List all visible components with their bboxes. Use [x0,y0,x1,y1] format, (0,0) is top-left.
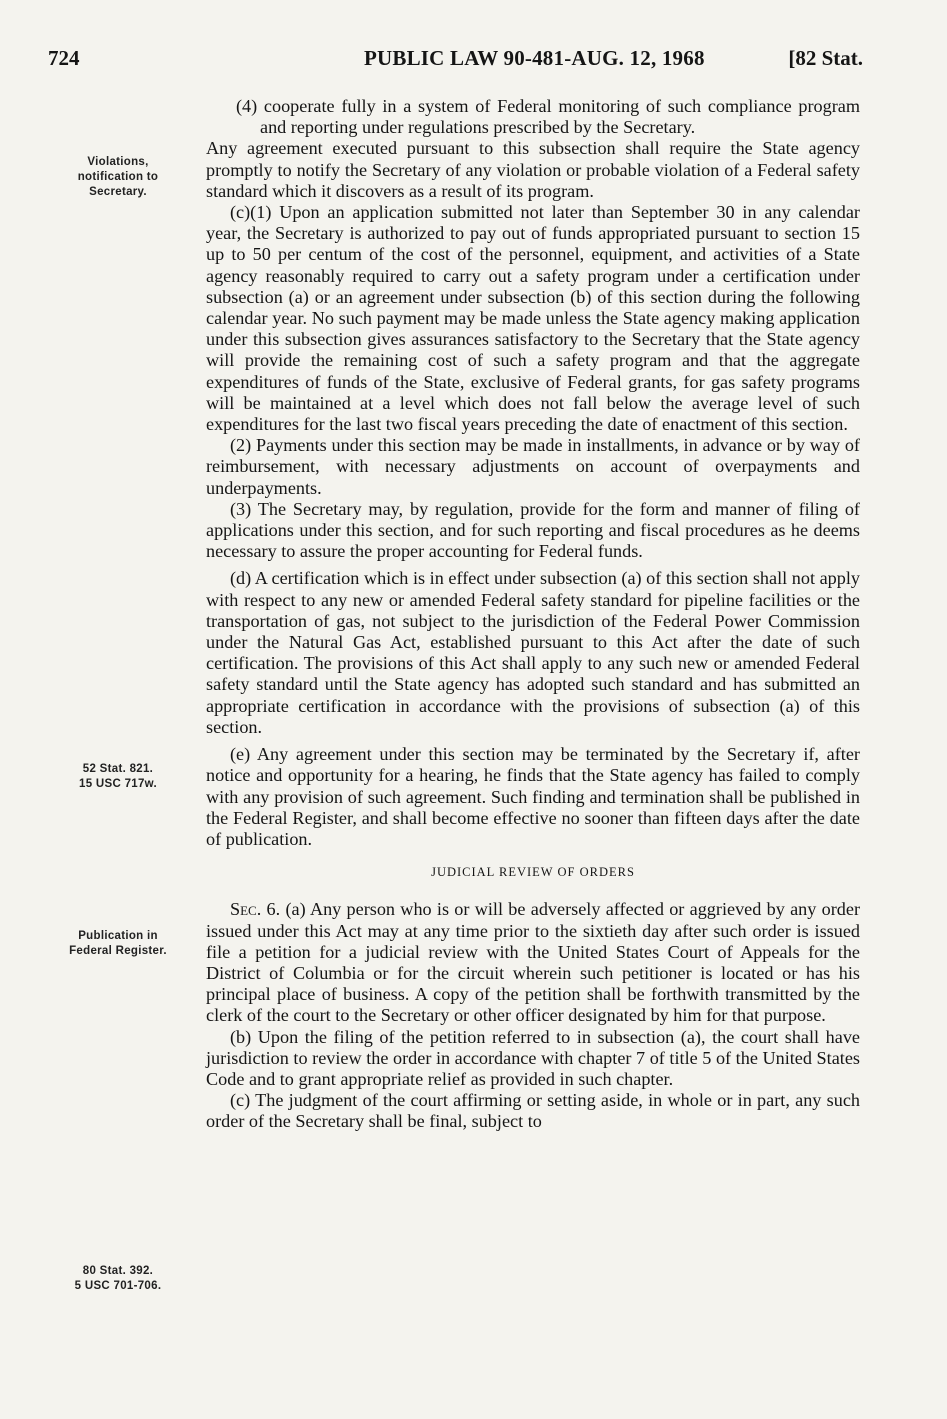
paragraph-d: (d) A certification which is in effect under subsection (a) of this section shall not apply with respect to any new or amended Federal safety standard for pipeline facilities or the transportation of gas, not subject to the jurisdiction of the Federal Power Commission under the Natural Gas Act, established pursuant to this Act after the date of such certification. The provisions of this Act shall apply to any such new or amended Federal safety standard until the State agency has adopted such standard and has submitted an appropriate certification in accordance with the provisions of subsection (a) of this section. [206,568,860,737]
paragraph-c2: (2) Payments under this section may be made in installments, in advance or by way of reimbursement, with necessary adjustments on account of overpayments and underpayments. [206,435,860,498]
section-label: Sec. 6. [230,899,281,920]
page-header [48,46,863,86]
margin-note-usc-701: 80 Stat. 392. 5 USC 701-706. [74,1265,162,1292]
main-text [206,96,860,1133]
page-number: 724 [48,46,80,70]
statute-reference: [82 Stat. [788,46,863,70]
paragraph-sec6c: (c) The judgment of the court affirming or setting aside, in whole or in part, any such order of the Secretary shall be final, subject to [206,1090,860,1132]
margin-note-violations: Violations, notification to Secretary. [77,156,159,198]
margin-note-federal-register: Publication in Federal Register. [69,930,167,957]
paragraph-c3: (3) The Secretary may, by regulation, provide for the form and manner of filing of applications under this section, and for such reporting and fiscal procedures as he deems necessary to assure the proper accounting for Federal funds. [206,498,860,562]
paragraph-c1: (c)(1) Upon an application submitted not later than September 30 in any calendar year, the Secretary is authorized to pay out of funds appropriated pursuant to section 15 up to 50 per centum of the cost of the personnel, equipment, and activities of a State agency reasonably required to carry out a safety program under a certification under subsection (a) or an agreement under subsection (b) of this section during the following calendar year. No such payment may be made unless the State agency making application under this subsection gives assurances satisfactory to the Secretary that the State agency will provide the remaining cost of such a safety program and that the aggregate expenditures of funds of the State, exclusive of Federal grants, for gas safety programs will be maintained at a level which does not fall below the average level of such expenditures for the last two fiscal years preceding the date of enactment of this section. [206,202,860,435]
paragraph-item-4: (4) cooperate fully in a system of Federal monitoring of such compliance program and reporting under regulations prescribed by the Secretary. [236,96,860,138]
paragraph-agreement: Any agreement executed pursuant to this subsection shall require the State agency promptly to notify the Secretary of any violation or probable violation of a Federal safety standard which it discovers as a result of its program. [206,138,860,201]
margin-note-natural-gas-act: 52 Stat. 821. 15 USC 717w. [79,763,157,790]
paragraph-sec6b: (b) Upon the filing of the petition referred to in subsection (a), the court shall have jurisdiction to review the order in accordance with chapter 7 of title 5 of the United States Code and to grant appropriate relief as provided in such chapter. [206,1026,860,1089]
paragraph-sec6a: Sec. 6. (a) Any person who is or will be adversely affected or aggrieved by any order issued under this Act may at any time prior to the sixtieth day after such order is issued file a petition for a judicial review with the United States Court of Appeals for the District of Columbia or for the circuit wherein such petitioner is located or has his principal place of business. A copy of the petition shall be forthwith transmitted by the clerk of the court to the Secretary or other officer designated by him for that purpose. [206,899,860,1026]
paragraph-e: (e) Any agreement under this section may be terminated by the Secretary if, after notice and opportunity for a hearing, he finds that the State agency has failed to comply with any provision of such agreement. Such finding and termination shall be published in the Federal Register, and shall become effective no sooner than fifteen days after the date of publication. [206,744,860,849]
running-title: PUBLIC LAW 90-481-AUG. 12, 1968 [364,46,705,70]
section-heading: JUDICIAL REVIEW OF ORDERS [431,865,635,880]
